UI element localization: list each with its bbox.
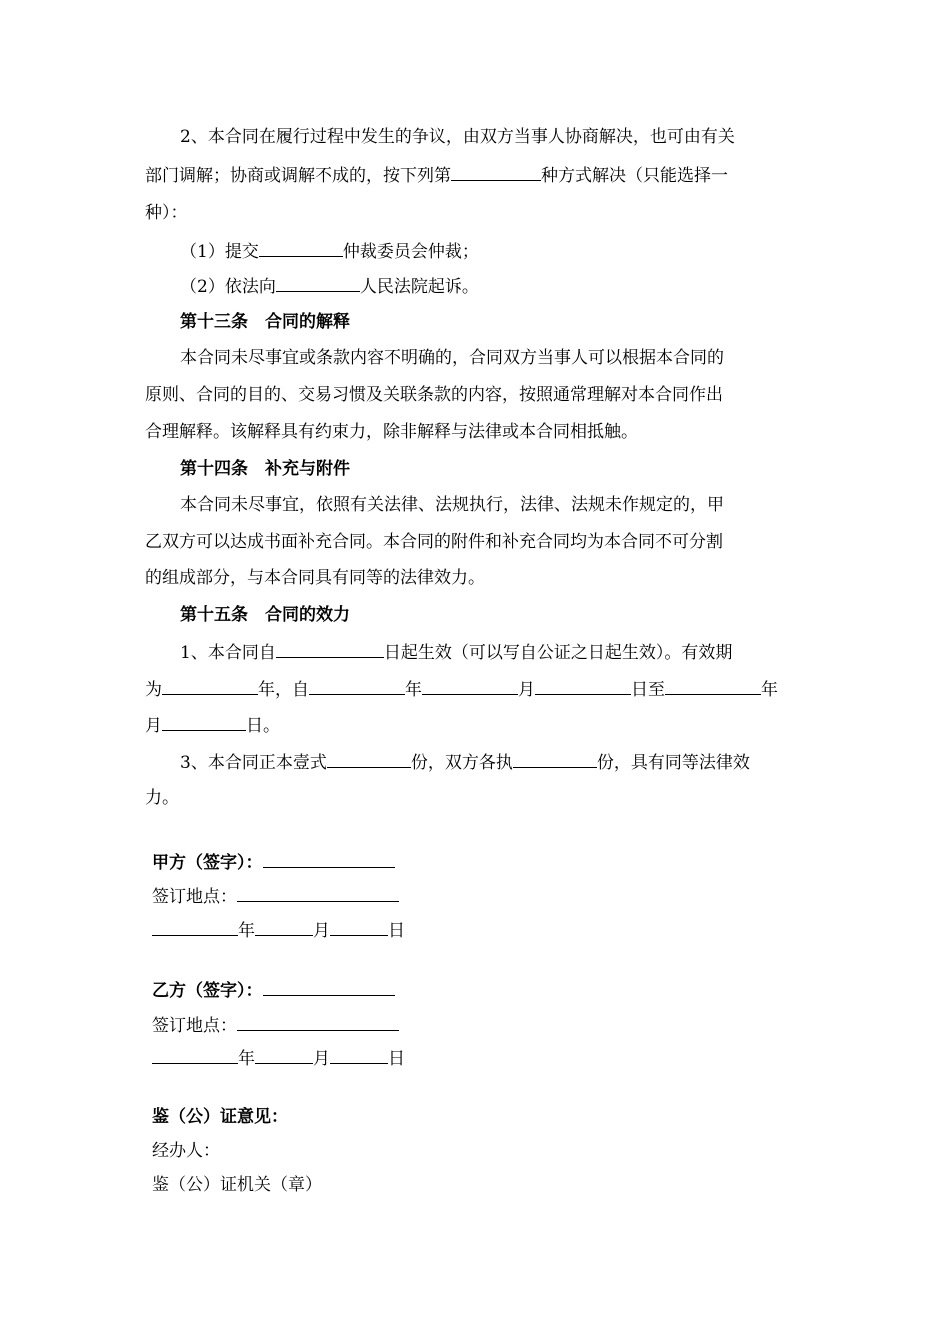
date-unit: 日 bbox=[388, 921, 405, 941]
date-unit: 月 bbox=[313, 921, 330, 941]
clause15-text: 份，具有同等法律效 bbox=[596, 753, 750, 773]
court-blank[interactable] bbox=[276, 274, 360, 292]
clause15-text: 年 bbox=[761, 680, 778, 700]
clause15-text: 日至 bbox=[631, 680, 665, 700]
arbitration-committee-blank[interactable] bbox=[259, 239, 343, 257]
party-b-signature-blank[interactable] bbox=[263, 978, 395, 996]
party-b-day-blank[interactable] bbox=[330, 1046, 388, 1064]
end-year-blank[interactable] bbox=[665, 677, 761, 695]
clause14-title: 第十四条 补充与附件 bbox=[180, 459, 350, 479]
party-b-year-blank[interactable] bbox=[152, 1046, 238, 1064]
clause12-text: 2、本合同在履行过程中发生的争议，由双方当事人协商解决，也可由有关 bbox=[180, 127, 735, 147]
party-a-place-blank[interactable] bbox=[237, 884, 399, 902]
date-unit: 日 bbox=[388, 1049, 405, 1069]
party-b-label: 乙方（签字）： bbox=[152, 981, 263, 1001]
start-year-blank[interactable] bbox=[309, 677, 405, 695]
start-month-blank[interactable] bbox=[422, 677, 518, 695]
term-years-blank[interactable] bbox=[162, 677, 258, 695]
option-text: （1）提交 bbox=[180, 242, 259, 262]
party-a-place bbox=[152, 884, 399, 908]
clause14-line-1: 本合同未尽事宜，依照有关法律、法规执行，法律、法规未作规定的，甲 bbox=[180, 495, 724, 515]
clause15-text: 年 bbox=[405, 680, 422, 700]
clause12-text: 种）： bbox=[145, 203, 188, 223]
clause13-line-1: 本合同未尽事宜或条款内容不明确的，合同双方当事人可以根据本合同的 bbox=[180, 348, 724, 368]
party-a-year-blank[interactable] bbox=[152, 918, 238, 936]
start-day-blank[interactable] bbox=[535, 677, 631, 695]
clause15-line-4 bbox=[180, 750, 810, 774]
notary-seal: 鉴（公）证机关（章） bbox=[152, 1175, 322, 1195]
party-a-label: 甲方（签字）： bbox=[152, 853, 263, 873]
clause13-title: 第十三条 合同的解释 bbox=[180, 312, 350, 332]
clause15-title: 第十五条 合同的效力 bbox=[180, 605, 350, 625]
clause15-text: 为 bbox=[145, 680, 162, 700]
clause15-text: 3、本合同正本壹式 bbox=[180, 753, 327, 773]
party-a-day-blank[interactable] bbox=[330, 918, 388, 936]
clause13-line-3: 合理解释。该解释具有约束力，除非解释与法律或本合同相抵触。 bbox=[145, 422, 638, 442]
option-text: （2）依法向 bbox=[180, 277, 276, 297]
party-b-place bbox=[152, 1013, 399, 1037]
clause13-line-2: 原则、合同的目的、交易习惯及关联条款的内容，按照通常理解对本合同作出 bbox=[145, 385, 723, 405]
method-number-blank[interactable] bbox=[451, 163, 541, 181]
clause15-line-3 bbox=[145, 713, 810, 737]
party-b-date bbox=[152, 1046, 405, 1070]
party-b-place-blank[interactable] bbox=[237, 1013, 399, 1031]
arbitration-option bbox=[180, 239, 845, 263]
end-month-blank[interactable] bbox=[162, 713, 246, 731]
clause14-line-3: 的组成部分，与本合同具有同等的法律效力。 bbox=[145, 568, 485, 588]
clause15-text: 1、本合同自 bbox=[180, 643, 276, 663]
date-unit: 年 bbox=[238, 1049, 255, 1069]
party-a-signature-blank[interactable] bbox=[263, 850, 395, 868]
clause12-line-1 bbox=[180, 126, 810, 148]
party-a-month-blank[interactable] bbox=[255, 918, 313, 936]
clause15-line-1 bbox=[180, 640, 810, 664]
copies-each-blank[interactable] bbox=[513, 750, 597, 768]
clause12-line-2 bbox=[145, 163, 810, 187]
clause12-line-3 bbox=[145, 202, 810, 224]
effective-date-blank[interactable] bbox=[276, 640, 384, 658]
clause12-text: 部门调解；协商或调解不成的，按下列第 bbox=[145, 166, 451, 186]
court-option bbox=[180, 274, 845, 298]
clause15-text: 日。 bbox=[246, 716, 280, 736]
copies-total-blank[interactable] bbox=[327, 750, 411, 768]
clause14-line-2: 乙双方可以达成书面补充合同。本合同的附件和补充合同均为本合同不可分割 bbox=[145, 532, 723, 552]
clause12-text: 种方式解决（只能选择一 bbox=[541, 166, 728, 186]
notary-title: 鉴（公）证意见： bbox=[152, 1107, 288, 1127]
party-b-month-blank[interactable] bbox=[255, 1046, 313, 1064]
option-text: 仲裁委员会仲裁； bbox=[342, 242, 479, 262]
party-b-place-label: 签订地点： bbox=[152, 1016, 237, 1036]
party-a-date bbox=[152, 918, 405, 942]
clause15-line-5: 力。 bbox=[145, 788, 179, 808]
party-a-signature bbox=[152, 850, 395, 874]
option-text: 人民法院起诉。 bbox=[359, 277, 479, 297]
clause15-text: 月 bbox=[518, 680, 535, 700]
clause15-text: 份，双方各执 bbox=[410, 753, 513, 773]
clause15-text: 年，自 bbox=[258, 680, 309, 700]
clause15-text: 月 bbox=[145, 716, 162, 736]
party-b-signature bbox=[152, 978, 395, 1002]
party-a-place-label: 签订地点： bbox=[152, 887, 237, 907]
date-unit: 月 bbox=[313, 1049, 330, 1069]
notary-handler: 经办人： bbox=[152, 1141, 220, 1161]
clause15-line-2 bbox=[145, 677, 810, 701]
clause15-text: 日起生效（可以写自公证之日起生效）。有效期 bbox=[383, 643, 733, 663]
date-unit: 年 bbox=[238, 921, 255, 941]
